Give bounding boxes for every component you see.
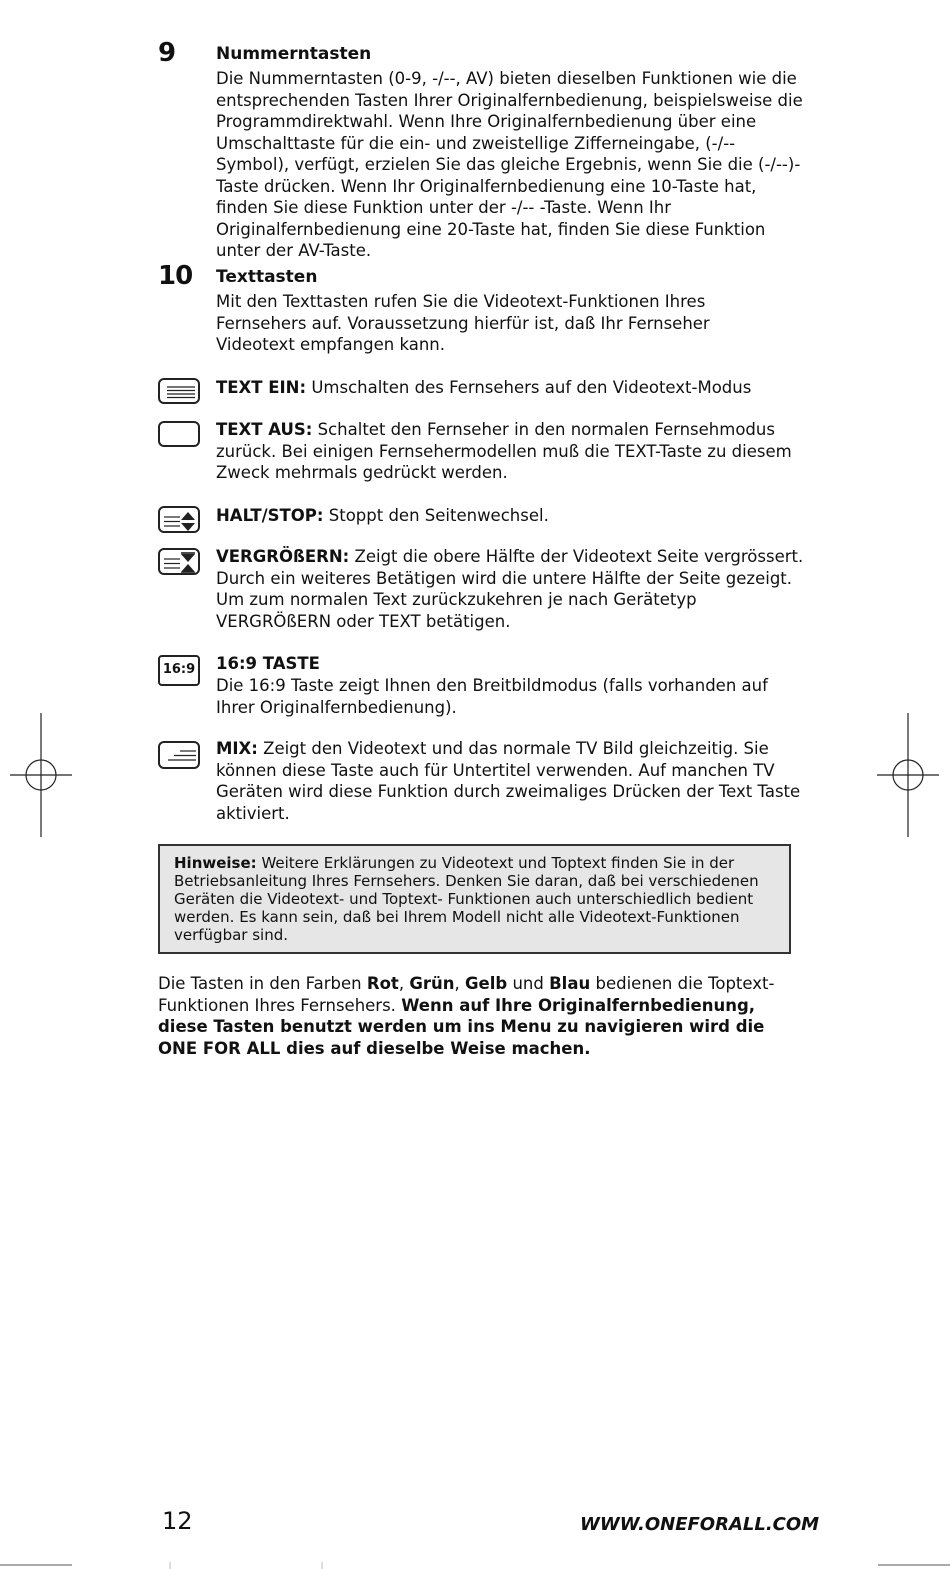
- separator: ,: [454, 974, 460, 993]
- enlarge-icon: [158, 548, 200, 575]
- color-blue-label: Blau: [549, 974, 591, 993]
- wide-item-text: Die 16:9 Taste zeigt Ihnen den Breitbildmodus (falls vorhanden auf Ihrer Originalfernbedienung).: [216, 676, 768, 717]
- item-label: TEXT EIN:: [216, 378, 307, 397]
- widescreen-icon: 16:9: [158, 655, 200, 686]
- page-number: 12: [162, 1507, 193, 1535]
- item-text: Umschalten des Fernsehers auf den Videotext-Modus: [311, 378, 752, 397]
- item-label: TEXT AUS:: [216, 420, 313, 439]
- color-green-label: Grün: [409, 974, 455, 993]
- color-red-label: Rot: [366, 974, 399, 993]
- mix-icon: [158, 741, 200, 769]
- note-box: [158, 844, 791, 954]
- item-label: VERGRÖßERN:: [216, 547, 350, 566]
- hold-icon: [158, 506, 200, 533]
- registration-mark-left: [10, 713, 72, 837]
- section-number: 10: [158, 261, 193, 291]
- text-on-icon: [158, 378, 200, 404]
- wide-item-label: 16:9 TASTE: [216, 654, 320, 673]
- section-number: 9: [158, 38, 176, 68]
- closing-bold-text: Wenn auf Ihre Originalfernbedienung, diese Tasten benutzt werden um ins Menu zu navigieren wird die ONE FOR ALL dies auf dieselbe Weise machen.: [158, 995, 765, 1058]
- section-body: Mit den Texttasten rufen Sie die Videotext-Funktionen Ihres Fernsehers auf. Voraussetzung hierfür ist, daß Ihr Fernseher Videotext empfangen kann.: [216, 292, 710, 354]
- text-off-item: [216, 419, 806, 484]
- item-label: MIX:: [216, 739, 258, 758]
- item-text: Zeigt den Videotext und das normale TV Bild gleichzeitig. Sie können diese Taste auch für Untertitel verwenden. Auf manchen TV Geräten wird diese Funktion durch zweimaliges Drücken der Text Taste aktiviert.: [216, 739, 801, 823]
- section-title: Nummerntasten: [216, 44, 372, 64]
- website-url: WWW.ONEFORALL.COM: [580, 1514, 820, 1535]
- section-title: Texttasten: [216, 267, 318, 287]
- enlarge-item: [216, 546, 806, 632]
- note-label: Hinweise:: [174, 854, 257, 872]
- note-text: Weitere Erklärungen zu Videotext und Toptext finden Sie in der Betriebsanleitung Ihres Fernsehers. Denken Sie daran, daß bei verschiedenen Geräten die Videotext- und Toptext- Funktionen auch unterschiedlich bedient werden. Es kann sein, daß bei Ihrem Modell nicht alle Videotext-Funktionen verfügbar sind.: [174, 854, 759, 944]
- registration-mark-right: [877, 713, 939, 837]
- item-text: Stoppt den Seitenwechsel.: [328, 506, 549, 525]
- separator: ,: [398, 974, 405, 993]
- section-body: Die Nummerntasten (0-9, -/--, AV) bieten dieselben Funktionen wie die entsprechenden Tasten Ihrer Originalfernbedienung, beispielsweise die Programmdirektwahl. Wenn Ihre Originalfernbedienung über eine Umschalttaste für die ein- und zweistellige Zifferneingabe, (-/-- Symbol), verfügt, erzielen Sie das gleiche Ergebnis, wenn Sie die (-/--)-Taste drücken. Wenn Ihr Originalfernbedienung eine 10-Taste hat, finden Sie diese Funktion unter der -/-- -Taste. Wenn Ihr Originalfernbedienung eine 20-Taste hat, finden Sie diese Funktion unter der AV-Taste.: [216, 69, 803, 260]
- closing-text: bedienen die Toptext-Funktionen Ihres Fernsehers.: [158, 974, 775, 1015]
- mix-item: [216, 738, 806, 824]
- item-label: HALT/STOP:: [216, 506, 324, 525]
- text-off-icon: [158, 421, 200, 447]
- hold-item: [216, 505, 806, 527]
- color-yellow-label: Gelb: [465, 974, 508, 993]
- text-on-item: [216, 377, 806, 399]
- closing-paragraph: [158, 973, 798, 1059]
- item-text: Schaltet den Fernseher in den normalen Fernsehmodus zurück. Bei einigen Fernsehermodellen muß die TEXT-Taste zu diesem Zweck mehrmals gedrückt werden.: [216, 420, 792, 482]
- crop-marks-bottom: [0, 1562, 950, 1569]
- item-text: Zeigt die obere Hälfte der Videotext Seite vergrössert. Durch ein weiteres Betätigen wird die untere Hälfte der Seite gezeigt. Um zum normalen Text zurückzukehren je nach Gerätetyp VERGRÖßERN oder TEXT betätigen.: [216, 547, 804, 631]
- closing-intro: Die Tasten in den Farben: [158, 974, 362, 993]
- conjunction: und: [512, 974, 544, 993]
